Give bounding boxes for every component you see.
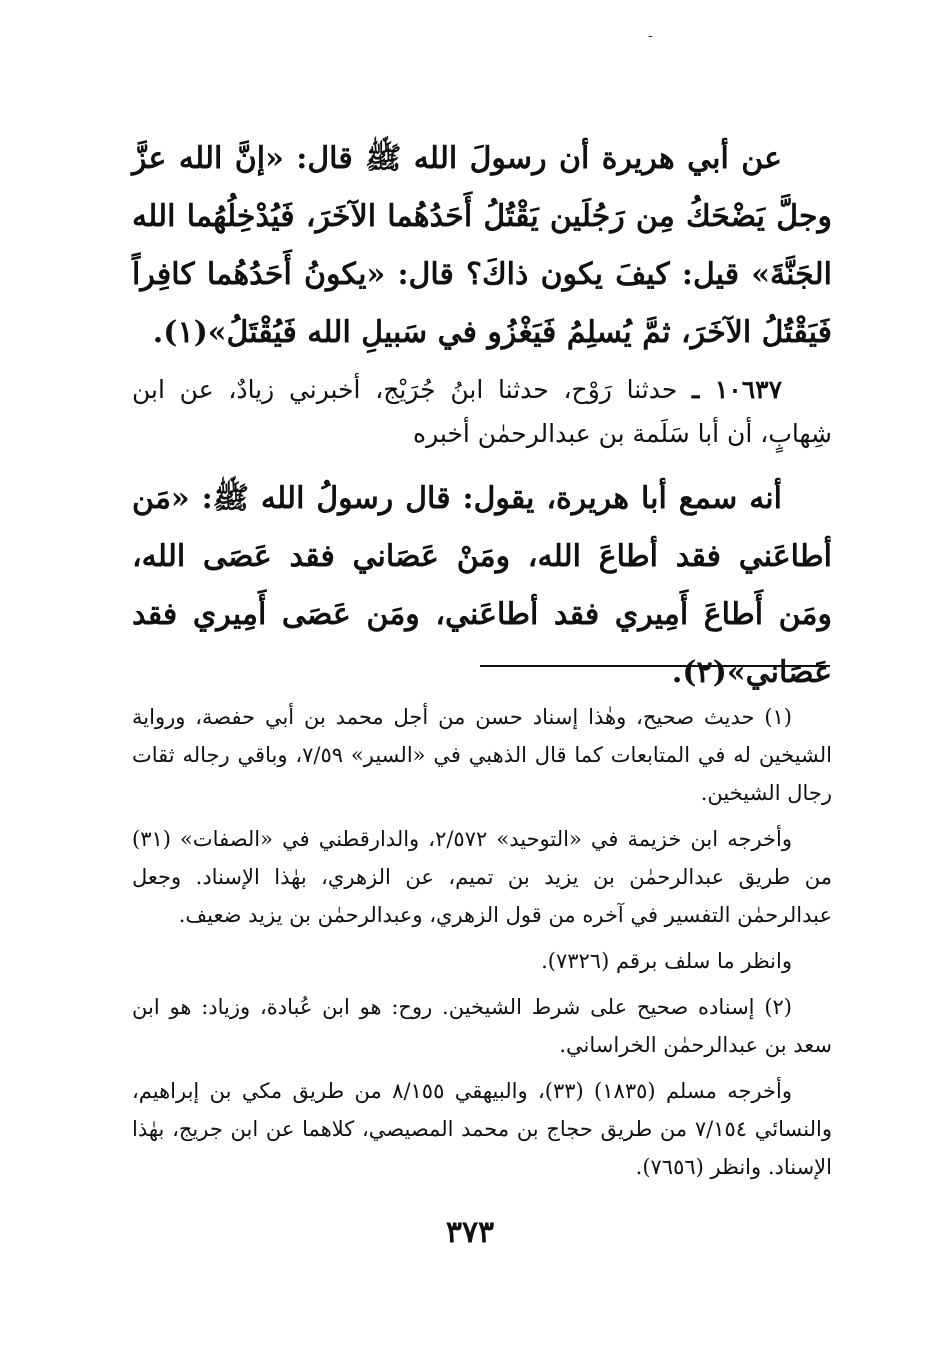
- footnote-1: (١) حديث صحيح، وهٰذا إسناد حسن من أجل محمد بن أبي حفصة، ورواية الشيخين له في المتابعات كما قال الذهبي في «السير» ٧/٥٩، وباقي رجاله ثقات رجال الشيخين.: [132, 705, 832, 805]
- top-mark: -: [648, 28, 653, 44]
- main-text: [132, 130, 832, 704]
- page-number: ٣٧٣: [445, 1215, 495, 1250]
- footnote-1-cont: وأخرجه ابن خزيمة في «التوحيد» ٢/٥٧٢، والدارقطني في «الصفات» (٣١) من طريق عبدالرحمٰن بن يزيد بن تميم، عن الزهري، بهٰذا الإسناد. وجعل عبدالرحمٰن التفسير في آخره من قول الزهري، وعبدالرحمٰن بن يزيد ضعيف.: [132, 827, 832, 927]
- hadith-number: ١٠٦٣٧ ـ: [692, 375, 782, 404]
- footnote-2: (٢) إسناده صحيح على شرط الشيخين. روح: هو ابن عُبادة، وزياد: هو ابن سعد بن عبدالرحمٰن الخراساني.: [132, 995, 832, 1057]
- hadith-chain-text: حدثنا رَوْح، حدثنا ابنُ جُرَيْج، أخبرني زيادٌ، عن ابن شِهابٍ، أن أبا سَلَمة بن عبدالرحمٰن أخبره: [132, 375, 832, 448]
- hadith-chain-paragraph: [132, 368, 832, 456]
- hadith-text-paragraph: عن أبي هريرة أن رسولَ الله ﷺ قال: «إنَّ الله عزَّ وجلَّ يَضْحَكُ مِن رَجُلَين يَقْتُلُ أَحَدُهُما الآخَرَ، فَيُدْخِلُهُما الله الجَنَّةَ» قيل: كيفَ يكون ذاكَ؟ قال: «يكونُ أَحَدُهُما كافِراً فَيَقْتُلُ الآخَرَ، ثمَّ يُسلِمُ فَيَغْزُو في سَبيلِ الله فَيُقْتَلُ»(١).: [132, 141, 832, 350]
- footnotes: [132, 698, 832, 1194]
- footnote-2-cont: وأخرجه مسلم (١٨٣٥) (٣٣)، والبيهقي ٨/١٥٥ من طريق مكي بن إبراهيم، والنسائي ٧/١٥٤ من طريق حجاج بن محمد المصيصي، كلاهما عن ابن جريج، بهٰذا الإسناد. وانظر (٧٦٥٦).: [132, 1079, 832, 1179]
- footnote-1-ref: وانظر ما سلف برقم (٧٣٢٦).: [541, 949, 792, 973]
- footnote-separator: [480, 665, 830, 667]
- hadith-matn-paragraph: أنه سمع أبا هريرة، يقول: قال رسولُ الله ﷺ: «مَن أطاعَني فقد أطاعَ الله، ومَنْ عَصَاني فقد عَصَى الله، ومَن أَطاعَ أَمِيري فقد أطاعَني، ومَن عَصَى أَمِيري فقد عَصَاني»(٢).: [132, 481, 832, 690]
